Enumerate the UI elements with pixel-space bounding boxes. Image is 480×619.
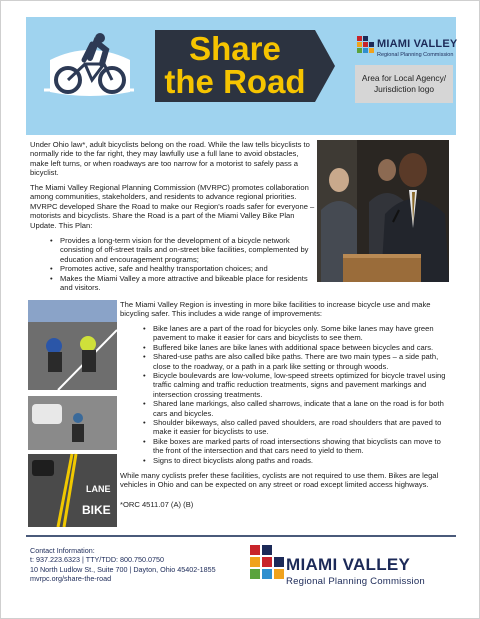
plan-item: • Promotes active, safe and healthy transportation choices; and — [50, 264, 315, 273]
improvement-item: • Shoulder bikeways, also called paved shoulders, are road shoulders that are paved to make it easier for bicyclists to use. — [143, 418, 451, 437]
contact-web-link[interactable]: mvrpc.org/share-the-road — [30, 574, 112, 584]
bike-lanes-photo — [28, 300, 117, 527]
improvement-item: • Bike boxes are marked parts of road intersections showing that bicyclists can move to the front of the intersection and that cars need to yield to them. — [143, 437, 451, 456]
sign-line-1: Share — [189, 30, 281, 67]
sign-text — [155, 32, 315, 98]
speaker-photo — [317, 140, 449, 282]
contact-block — [30, 546, 250, 584]
org-sub-top: Regional Planning Commission — [377, 52, 454, 58]
mvrpc-logo-icon — [357, 36, 375, 54]
improvement-item: • Shared lane markings, also called sharrows, indicate that a lane on the road is for both cars and bicycles. — [143, 399, 451, 418]
agency-logo-placeholder — [355, 65, 453, 103]
org-sub-footer: Regional Planning Commission — [286, 576, 425, 587]
plan-item: • Makes the Miami Valley a more attractive and bikeable place for residents and visitors. — [50, 274, 315, 293]
improvement-item: • Bike lanes are a part of the road for bicycles only. Some bike lanes may have green pavement to make it easier for cars and bicyclists to see them. — [143, 324, 451, 343]
share-the-road-sign — [155, 30, 335, 102]
mvrpc-logo-top — [355, 34, 460, 64]
improvement-item: • Bicycle boulevards are low-volume, low-speed streets optimized for bicycle travel using traffic calming and traffic reduction treatments, signs and pavement markings and intersection crossing treatments. — [143, 371, 451, 399]
intro-paragraph: Under Ohio law*, adult bicyclists belong on the road. While the law tells bicyclists to normally ride to the far right, they may lawfully use a full lane to avoid obstacles, make left turns, or when roadways are too narrow for a motorist to safely pass a bicyclist. — [30, 140, 310, 178]
plan-list — [50, 236, 315, 292]
org-name-top: MIAMI VALLEY — [377, 38, 458, 50]
mvrpc-logo-icon — [250, 545, 284, 579]
agency-logo-text: Area for Local Agency/ Jurisdiction logo — [361, 73, 447, 94]
bicyclist-icon — [40, 30, 140, 100]
plan-item: • Provides a long-term vision for the development of a bicycle network consisting of off-street trails and on-street bike facilities, complemented by education and encouragement programs; — [50, 236, 315, 264]
mvrpc-logo-footer — [250, 543, 455, 593]
improvement-item: • Shared-use paths are also called bike paths. There are two main types – a side path, close to the roadway, or a path in a park like setting or through woods. — [143, 352, 451, 371]
contact-phones: t: 937.223.6323 | TTY/TDD: 800.750.0750 — [30, 555, 164, 565]
bike-word: BIKE — [82, 503, 111, 517]
improvement-item: • Signs to direct bicyclists along paths and roads. — [143, 456, 451, 465]
contact-title: Contact Information: — [30, 546, 95, 555]
investing-paragraph: The Miami Valley Region is investing in more bike facilities to increase bicycle use and make bicycling safer. This includes a wide range of improvements: — [120, 300, 431, 319]
improvements-list — [143, 324, 451, 465]
footer-rule — [26, 535, 456, 537]
org-name-footer: MIAMI VALLEY — [286, 555, 411, 574]
sign-line-2: the Road — [164, 63, 306, 100]
improvement-item: • Buffered bike lanes are bike lanes with additional space between bicycles and cars. — [143, 343, 451, 352]
mvrpc-paragraph: The Miami Valley Regional Planning Commission (MVRPC) promotes collaboration among communities, stakeholders, and residents to advance regional priorities. MVRPC developed Share the Road to make our Region's roads safer for everyone – motorists and bicyclists. Share the Road is a part of the Miami Valley Bike Plan Update. This Plan: — [30, 183, 315, 230]
closing-paragraph: While many cyclists prefer these facilities, cyclists are not required to use them. Bikes are legal vehicles in Ohio and can be expected on any street or road except limited access highways. — [120, 471, 439, 490]
footnote: *ORC 4511.07 (A) (B) — [120, 500, 194, 509]
contact-address: 10 North Ludlow St., Suite 700 | Dayton, Ohio 45402-1855 — [30, 564, 216, 574]
lane-word: LANE — [86, 484, 111, 494]
